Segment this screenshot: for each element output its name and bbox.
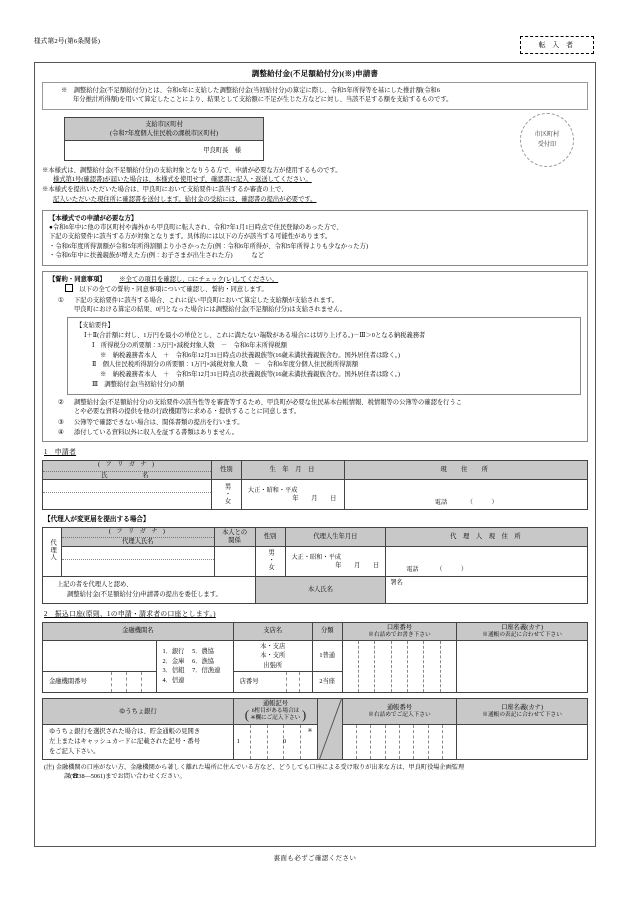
agent-name-header-cell <box>62 527 215 546</box>
requirement-roman-2-label: Ⅱ <box>92 361 97 369</box>
pledge-item-4-line-1: 添付している資料以外に収入を証する書類はありません。 <box>74 429 239 436</box>
yucho-instruction-line-1: ゆうちょ銀行を選択された場合は、貯金通帳の見開き <box>49 727 201 735</box>
municipality-header-cell <box>65 117 264 141</box>
bank-institution-number-cell[interactable] <box>43 672 157 693</box>
bank-type-row-1 <box>162 647 232 657</box>
yucho-symbol-prefix: 1 <box>236 738 240 746</box>
mayor-addressee-cell: 甲良町長 様 <box>65 141 264 161</box>
requirement-formula: Ⅰ＋Ⅱ(合計額に対し、1万円を最小の単位とし、これに満たない端数がある場合には切り上げる。)－Ⅲ＞0となる納税義務者 <box>84 332 426 340</box>
pledge-item-1-line-2: 甲良町における算定の結果、0円となった場合には調整給付金(不足額給付分)は支給されません。 <box>74 306 347 313</box>
agent-relation-input[interactable] <box>214 547 255 577</box>
signature-label: 署名 <box>390 579 403 587</box>
agent-name-header: 代理人氏名 <box>122 538 154 546</box>
requirement-roman-1-label: Ⅰ <box>92 341 95 349</box>
applicant-name-input[interactable] <box>43 493 211 509</box>
yucho-table <box>42 698 588 760</box>
yucho-symbol-asterisk: ※ <box>307 727 313 734</box>
agent-name-input-cell[interactable] <box>62 547 215 577</box>
pledge-item-4-number: ④ <box>58 429 64 436</box>
bank-account-number-header: 口座番号 <box>386 623 413 631</box>
agent-relation-header <box>214 527 255 546</box>
pledge-item-3-number: ③ <box>58 418 64 426</box>
bank-institution-number-label: 金融機関番号 <box>49 678 87 686</box>
bank-branch-type-cell[interactable] <box>233 640 312 671</box>
form-body-frame <box>34 62 596 847</box>
applicant-tel-paren: （ ） <box>466 499 498 507</box>
usage-note-3: ※本様式を提出いただいた場合は、甲良町において支給要件に該当するか審査の上で、 <box>42 186 288 193</box>
agent-dob-input-cell[interactable] <box>285 547 386 577</box>
delegation-line-2: 調整給付金(不足額給付分)申請書の提出を委任します。 <box>67 591 222 599</box>
yucho-symbol-header-cell <box>233 699 317 725</box>
bank-branch-number-guides <box>274 672 311 692</box>
signature-cell[interactable] <box>386 577 588 604</box>
definition-notice <box>42 82 588 109</box>
pledge-block <box>42 271 588 443</box>
applicant-table <box>42 460 588 510</box>
pledge-item-2-line-1: 調整給付金(不足額給付分)の支給要件の該当性等を審査等するため、甲良町が必要な住民基本台帳情報、税情報等の公簿等の確認を行うこ <box>74 398 463 406</box>
definition-notice-line-2: 年分推計所得額)を用いて算定したことにより、結果として支給額に不足が生じた方などに対し、当該不足する額を支給するものです。 <box>73 96 453 104</box>
agent-furigana-input[interactable] <box>62 547 214 560</box>
bank-account-name-input[interactable] <box>457 640 588 692</box>
agent-section-title: 【代理人が変更届を提出する場合】 <box>44 516 150 524</box>
agent-name-input[interactable] <box>62 560 214 576</box>
page-bottom-note: 裏面も必ずご確認ください <box>273 855 357 862</box>
applicant-tel-row <box>347 499 585 507</box>
pledge-consent-text: 以下の全ての誓約・同意事項について確認し、誓約・同意します。 <box>79 286 268 294</box>
agent-input-row <box>43 547 588 577</box>
agent-address-header: 代 理 人 現 住 所 <box>386 527 588 546</box>
bank-table <box>42 622 588 693</box>
yucho-number-digit-guides <box>343 725 456 759</box>
bank-branch-number-label: 店番号 <box>239 678 259 686</box>
bank-type-row-4 <box>162 676 232 686</box>
receipt-stamp-line-1: 市区町村 <box>534 131 560 139</box>
pledge-item-2-text <box>74 398 581 417</box>
applicant-gender-options: 男・女 <box>223 482 231 505</box>
agent-era-options: 大正・昭和・平成 <box>291 553 341 561</box>
pledge-item-4 <box>49 428 581 437</box>
pledge-item-2-line-2: とや必要な資料の提供を他の行政機関等に求める・提供することに同意します。 <box>74 408 301 416</box>
requirement-roman-1-text: 所得税分の所要額：3万円×減税対象人数 － 令和6年末所得税額 <box>100 341 287 349</box>
eligibility-line-2: 下記の支給要件に該当する方が対象となります。具体的には以下の方が該当する可能性があります。 <box>49 233 332 241</box>
bank-input-row-1 <box>43 640 588 671</box>
receipt-stamp-line-2: 受付印 <box>537 140 557 148</box>
applicant-furigana-header: ( フ リ ガ ナ ) <box>43 461 211 472</box>
delegation-row <box>43 577 588 604</box>
municipality-table <box>64 117 264 162</box>
agent-side-label: 代理人 <box>49 539 57 562</box>
yucho-instruction-line-3: をご記入下さい。 <box>49 748 100 756</box>
requirement-box <box>67 317 581 394</box>
pledge-consent-row <box>49 284 581 294</box>
bank-branch-number-cell[interactable] <box>233 672 312 693</box>
agent-header-row <box>43 527 588 546</box>
applicant-name-header-cell <box>43 460 212 479</box>
bank-type-7: 7．信漁連 <box>192 667 221 675</box>
yucho-number-header: 通帳番号 <box>386 703 413 711</box>
agent-relation-header-line-2: 関係 <box>228 536 241 544</box>
delegation-text-cell <box>43 577 256 604</box>
requirement-heading: 【支給要件】 <box>76 322 114 330</box>
definition-notice-line-1: ※ 調整給付金(不足額給付分)とは、令和6年に支給した調整給付金(当初給付分)の算定に際し、令和5年所得等を基にした推計額(令和6 <box>61 87 440 95</box>
yucho-account-name-input[interactable] <box>457 724 588 759</box>
yucho-symbol-mid-digit: 0 <box>282 738 287 746</box>
applicant-header-row <box>43 460 588 479</box>
applicant-address-header: 現 住 所 <box>345 460 588 479</box>
requirement-roman-2-note: ※ 納税義務者本人 ＋ 令和5年12月31日時点の扶養親族等(16歳未満扶養親族含む。国外居住者は除く。) <box>100 371 401 379</box>
yucho-account-name-header: 口座名義(カナ) <box>501 703 544 711</box>
eligibility-block <box>42 210 588 266</box>
agent-gender-options: 男・女 <box>267 549 275 572</box>
municipality-block <box>42 117 588 163</box>
applicant-gender-header: 性別 <box>211 460 241 479</box>
bank-type-6: 6．漁協 <box>192 657 215 665</box>
bank-institution-header: 金融機関名 <box>43 622 234 640</box>
municipality-header-line-1: 支給市区町村 <box>145 120 183 128</box>
bank-type-4: 4．信連 <box>162 677 185 685</box>
eligibility-bullet-1: ・令和6年度所得割額が令和5年所得割額より小さかった方(例：令和6年所得が、令和5年所得よりも少なかった方) <box>49 242 369 250</box>
agent-furigana-header: ( フ リ ガ ナ ) <box>62 528 214 539</box>
bank-account-number-digit-guides <box>343 641 456 692</box>
yucho-symbol-input[interactable] <box>233 724 317 759</box>
yucho-instruction-cell <box>43 724 234 759</box>
eligibility-line-1: ●令和6年中に他の市区町村や海外から甲良町に転入され、令和7年1月1日時点で住民登録のあった方で、 <box>49 223 343 231</box>
requirement-roman-1-note: ※ 納税義務者本人 ＋ 令和6年12月31日時点の扶養親族等(16歳未満扶養親族含む。国外居住者は除く。) <box>100 351 401 359</box>
bank-branch-type-3: 出張所 <box>263 661 283 669</box>
yucho-symbol-digit-guides <box>234 725 317 759</box>
bank-account-name-header-cell <box>457 622 588 640</box>
bank-branch-type-2: 本・支所 <box>260 652 286 660</box>
agent-dob-header: 代理人生年月日 <box>285 527 386 546</box>
agent-address-input-cell[interactable] <box>386 547 588 577</box>
usage-note-2: 様式第1号(確認書)が届いた場合は、本様式を使用せず、確認書に記入・返送してください。 <box>53 176 312 184</box>
yucho-bank-name-header: ゆうちょ銀行 <box>43 699 234 725</box>
yucho-separator-cell <box>318 699 343 760</box>
yucho-header-row <box>43 699 588 725</box>
applicant-section-title: 1 申請者 <box>44 449 77 457</box>
page-title: 調整給付金(不足額給付分)(※)申請書 <box>251 69 379 78</box>
usage-note-4: 記入いただいた現住所に確認書を送付します。給付金の受給には、確認書の提出が必要です。 <box>53 195 317 203</box>
yucho-number-input[interactable] <box>342 724 456 759</box>
pledge-item-1-line-1: 下記の支給要件に該当する場合、これに従い甲良町において算定した支給額が支給されます。 <box>74 296 338 304</box>
principal-name-label-cell: 本人氏名 <box>255 577 386 604</box>
bank-category-option-2[interactable]: 2当座 <box>312 672 342 693</box>
pledge-item-2-number: ② <box>58 398 64 406</box>
bank-account-name-header: 口座名義(カナ) <box>501 623 544 631</box>
page-header <box>34 36 602 58</box>
applicant-dob-input-cell[interactable] <box>241 480 345 510</box>
requirement-roman-3 <box>76 380 574 390</box>
yucho-instruction-line-2: 左上またはキャッシュカードに記載された記号・番号 <box>49 738 200 746</box>
bank-type-1: 1．銀行 <box>162 647 185 655</box>
requirement-roman-3-text: 調整給付金(当初給付分)の額 <box>104 380 185 388</box>
delegation-line-1: 上記の者を代理人と認め、 <box>57 581 133 589</box>
bank-type-row-3 <box>162 666 232 676</box>
yucho-number-header-cell <box>342 699 456 725</box>
bank-header-row <box>43 622 588 640</box>
transferee-badge: 転 入 者 <box>520 36 594 54</box>
yucho-diagonal-line <box>320 700 340 758</box>
agent-date-units: 年 月 日 <box>335 561 380 569</box>
pledge-heading-row <box>49 275 581 284</box>
bank-institution-input[interactable] <box>43 640 157 671</box>
pledge-checkbox[interactable] <box>65 284 73 292</box>
yucho-number-note: ※右詰めでご記入下さい <box>368 711 431 718</box>
yucho-symbol-note-line-1: 6桁目がある場合は <box>251 707 300 714</box>
bank-section-title: 2 振込口座(原則、1の申請・請求者の口座とします。) <box>44 611 216 619</box>
bank-branch-type-1: 本・支店 <box>260 642 286 650</box>
bank-account-number-input[interactable] <box>342 640 456 692</box>
agent-tel-row <box>388 566 585 574</box>
agent-tel-paren: （ ） <box>436 565 468 573</box>
form-code-label: 様式第2号(第6条関係) <box>34 38 101 45</box>
pledge-item-3 <box>49 418 581 427</box>
agent-gender-header: 性別 <box>255 527 285 546</box>
bank-type-5: 5．農協 <box>192 647 215 655</box>
yucho-account-name-header-cell <box>457 699 588 725</box>
applicant-dob-header: 生 年 月 日 <box>241 460 345 479</box>
bank-institution-number-guides <box>97 672 156 692</box>
bank-account-name-note: ※通帳の表記に合わせて下さい <box>482 631 562 638</box>
bank-category-option-1[interactable]: 1普通 <box>312 640 342 671</box>
bank-account-number-header-cell <box>342 622 456 640</box>
applicant-furigana-input[interactable] <box>43 480 211 493</box>
eligibility-heading: 【本様式での申請が必要な方】 <box>49 214 138 222</box>
pledge-item-1-text <box>74 296 581 315</box>
applicant-date-units: 年 月 日 <box>292 494 337 502</box>
yucho-symbol-note-line-2: ※欄にご記入下さい <box>250 715 301 722</box>
pledge-item-2 <box>49 398 581 417</box>
agent-relation-header-line-1: 本人との <box>222 529 248 536</box>
bank-type-row-2 <box>162 657 232 667</box>
applicant-era-options: 大正・昭和・平成 <box>247 487 298 495</box>
bank-footnote-line-2: 課(☎38―5061)までお問い合わせください。 <box>64 773 186 781</box>
requirement-roman-2 <box>76 360 574 370</box>
bank-institution-type-list <box>157 640 233 692</box>
bank-branch-header: 支店名 <box>233 622 312 640</box>
requirement-roman-1 <box>76 341 574 351</box>
agent-side-label-cell <box>43 527 62 576</box>
applicant-input-row <box>43 480 588 510</box>
pledge-item-1-number: ① <box>58 296 64 304</box>
bank-footnote-line-1: (注) 金融機関の口座がない方、金融機関から著しく離れた場所に住んでいる方など、どうしても口座による受け取りが出来な方は、甲良町役場企画監理 <box>44 764 465 772</box>
yucho-input-row <box>43 724 588 759</box>
usage-notes <box>42 166 588 205</box>
pledge-item-3-line-1: 公簿等で確認できない場合は、関係書類の提出を行います。 <box>74 418 244 426</box>
agent-gender-input-cell[interactable] <box>255 547 285 577</box>
receipt-stamp-circle <box>520 113 574 167</box>
yucho-symbol-header: 通帳記号 <box>262 700 289 707</box>
pledge-heading-sub: ※全ての項目を確認し、□にチェック(レ)してください。 <box>119 275 279 283</box>
agent-tel-label: 電話 <box>406 565 419 573</box>
eligibility-bullet-2: ・令和6年中に扶養親族が増えた方(例：お子さまが出生された方) など <box>49 252 265 260</box>
requirement-roman-3-label: Ⅲ <box>92 380 99 388</box>
usage-note-1: ※本様式は、調整給付金(不足額給付分)の支給対象となりうる方で、申請が必要な方が使用するものです。 <box>42 166 342 174</box>
bank-type-2: 2．金庫 <box>162 657 185 665</box>
pledge-heading: 【誓約・同意事項】 <box>49 275 106 283</box>
bank-type-3: 3．信組 <box>162 667 185 675</box>
bank-footnote <box>42 763 588 782</box>
yucho-account-name-note: ※通帳の表記に合わせて下さい <box>482 711 562 718</box>
pledge-item-1 <box>49 296 581 315</box>
bank-category-header: 分類 <box>312 622 342 640</box>
applicant-tel-label: 電話 <box>434 499 448 507</box>
requirement-roman-2-text: 個人住民税所得割分の所要額：1万円×減税対象人数 － 令和6年度分個人住民税所得割額 <box>102 361 359 369</box>
applicant-gender-input-cell[interactable] <box>211 480 241 510</box>
bank-account-number-note: ※右詰めでお書き下さい <box>368 631 431 638</box>
applicant-address-input-cell[interactable] <box>345 480 588 510</box>
applicant-name-header: 氏 名 <box>101 471 153 479</box>
yucho-symbol-note <box>247 708 304 723</box>
municipality-header-line-2: (令和7年度個人住民税の課税市区町村) <box>109 129 219 137</box>
applicant-name-input-cell[interactable] <box>43 480 212 510</box>
agent-table <box>42 527 588 605</box>
